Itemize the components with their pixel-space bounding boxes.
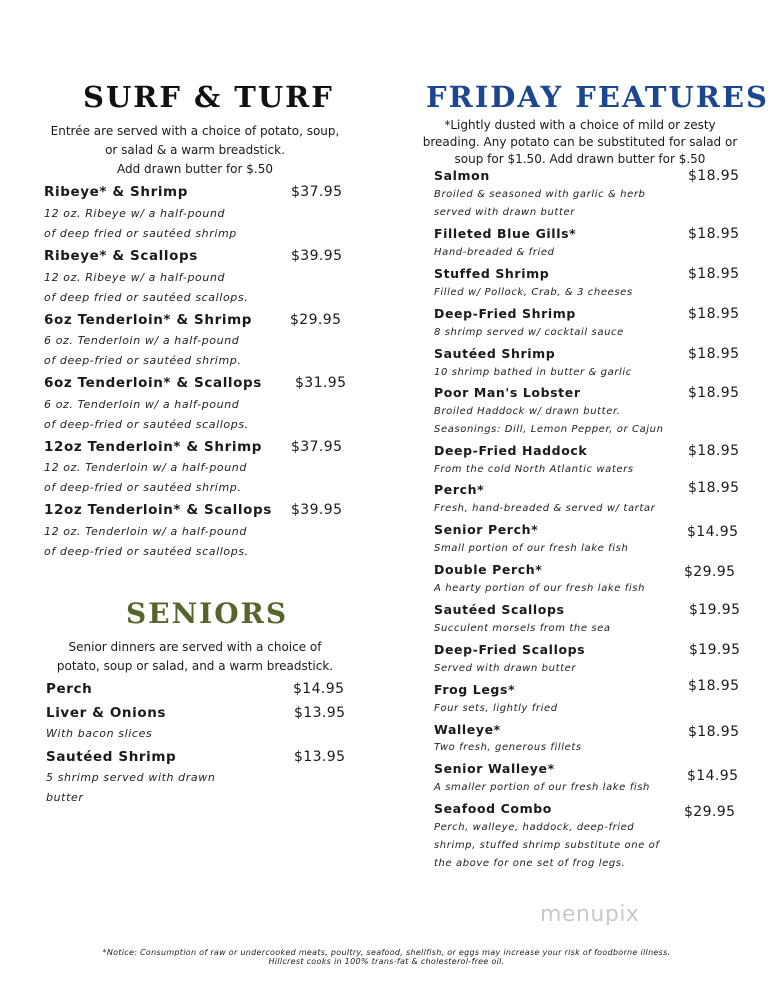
menu-item-price: $29.95 bbox=[684, 804, 736, 820]
notice-line: Hillcrest cooks in 100% trans-fat & cholesterol-free oil. bbox=[268, 957, 505, 966]
menu-item-desc: of deep-fried or sautéed shrimp. bbox=[44, 354, 242, 367]
footer-notice bbox=[0, 948, 773, 966]
menu-item-name: Sautéed Shrimp bbox=[46, 749, 177, 765]
surf-turf-title: SURF & TURF bbox=[83, 80, 334, 114]
menu-item-desc: of deep fried or sautéed shrimp bbox=[44, 227, 237, 240]
menu-item-desc: Four sets, lightly fried bbox=[434, 703, 558, 714]
menu-item-desc: the above for one set of frog legs. bbox=[434, 858, 626, 869]
menu-item-desc: Broiled Haddock w/ drawn butter. bbox=[434, 406, 621, 417]
surf-turf-intro bbox=[40, 122, 350, 179]
menu-item-desc: Two fresh, generous fillets bbox=[434, 742, 582, 753]
menu-item-desc: Broiled & seasoned with garlic & herb bbox=[434, 189, 646, 200]
menu-item-desc: 6 oz. Tenderloin w/ a half-pound bbox=[44, 334, 240, 347]
friday-intro-line: soup for $1.50. Add drawn butter for $.50 bbox=[454, 152, 706, 166]
menu-item-desc: 5 shrimp served with drawn bbox=[46, 771, 216, 784]
menu-item-desc: Succulent morsels from the sea bbox=[434, 623, 611, 634]
menu-item-desc: butter bbox=[46, 791, 84, 804]
menu-item-name: Double Perch* bbox=[434, 562, 543, 577]
menu-item-name: Ribeye* & Scallops bbox=[44, 248, 198, 264]
menu-item-desc: 12 oz. Tenderloin w/ a half-pound bbox=[44, 461, 247, 474]
notice-line: *Notice: Consumption of raw or undercooked meats, poultry, seafood, shellfish, or eggs may increase your risk of foodborne illness. bbox=[102, 948, 671, 957]
seniors-title: SENIORS bbox=[126, 597, 289, 630]
menu-item-desc: Fresh, hand-breaded & served w/ tartar bbox=[434, 503, 656, 514]
surf-turf-intro-line: or salad & a warm breadstick. bbox=[105, 143, 285, 157]
menu-item-name: Sautéed Shrimp bbox=[434, 346, 556, 361]
menu-item-name: Salmon bbox=[434, 168, 490, 183]
menu-item-price: $37.95 bbox=[291, 184, 343, 200]
menu-item-name: Liver & Onions bbox=[46, 705, 167, 721]
menu-item-price: $18.95 bbox=[688, 306, 740, 322]
menu-item-name: Senior Walleye* bbox=[434, 761, 555, 776]
menu-item-name: 12oz Tenderloin* & Shrimp bbox=[44, 439, 263, 455]
menu-item-name: Seafood Combo bbox=[434, 801, 552, 816]
menu-item-price: $18.95 bbox=[688, 266, 740, 282]
surf-turf-intro-line: Entrée are served with a choice of potato, soup, bbox=[50, 124, 340, 138]
menu-item-price: $13.95 bbox=[294, 749, 346, 765]
menu-item-price: $19.95 bbox=[689, 602, 741, 618]
menu-item-price: $18.95 bbox=[688, 385, 740, 401]
menu-item-name: Ribeye* & Shrimp bbox=[44, 184, 188, 200]
menu-item-desc: A hearty portion of our fresh lake fish bbox=[434, 583, 646, 594]
menu-item-name: Walleye* bbox=[434, 722, 501, 737]
menu-item-price: $14.95 bbox=[687, 768, 739, 784]
seniors-intro-line: Senior dinners are served with a choice of bbox=[68, 640, 322, 654]
menu-item-price: $13.95 bbox=[294, 705, 346, 721]
menu-item-price: $18.95 bbox=[688, 443, 740, 459]
menu-item-name: Deep-Fried Shrimp bbox=[434, 306, 576, 321]
menu-item-name: Senior Perch* bbox=[434, 522, 539, 537]
menu-item-desc: Small portion of our fresh lake fish bbox=[434, 543, 629, 554]
menu-item-price: $39.95 bbox=[291, 502, 343, 518]
menu-item-price: $18.95 bbox=[688, 168, 740, 184]
menu-item-price: $19.95 bbox=[689, 642, 741, 658]
menu-item-desc: A smaller portion of our fresh lake fish bbox=[434, 782, 650, 793]
menu-item-price: $31.95 bbox=[295, 375, 347, 391]
menu-item-price: $18.95 bbox=[688, 226, 740, 242]
menu-item-desc: From the cold North Atlantic waters bbox=[434, 464, 634, 475]
menu-item-price: $29.95 bbox=[684, 564, 736, 580]
menu-item-price: $18.95 bbox=[688, 724, 740, 740]
menu-item-desc: served with drawn butter bbox=[434, 207, 575, 218]
menu-item-price: $18.95 bbox=[688, 346, 740, 362]
menu-item-desc: of deep-fried or sautéed scallops. bbox=[44, 418, 249, 431]
menu-item-name: Sautéed Scallops bbox=[434, 602, 565, 617]
menu-item-desc: Perch, walleye, haddock, deep-fried bbox=[434, 822, 635, 833]
menu-item-name: Filleted Blue Gills* bbox=[434, 226, 577, 241]
menu-item-price: $18.95 bbox=[688, 480, 740, 496]
menu-item-name: Deep-Fried Haddock bbox=[434, 443, 588, 458]
menu-item-name: 6oz Tenderloin* & Shrimp bbox=[44, 312, 253, 328]
menu-item-name: Poor Man's Lobster bbox=[434, 385, 581, 400]
menu-item-desc: 12 oz. Ribeye w/ a half-pound bbox=[44, 207, 226, 220]
menu-item-desc: Hand-breaded & fried bbox=[434, 247, 555, 258]
menupix-watermark: menupix bbox=[540, 902, 640, 927]
menu-item-price: $29.95 bbox=[290, 312, 342, 328]
menu-item-desc: Seasonings: Dill, Lemon Pepper, or Cajun bbox=[434, 424, 664, 435]
seniors-intro bbox=[40, 638, 350, 676]
menu-item-price: $14.95 bbox=[687, 524, 739, 540]
menu-item-desc: of deep-fried or sautéed shrimp. bbox=[44, 481, 242, 494]
friday-intro-line: breading. Any potato can be substituted for salad or bbox=[422, 135, 738, 149]
menu-item-name: 6oz Tenderloin* & Scallops bbox=[44, 375, 262, 391]
menu-item-name: Stuffed Shrimp bbox=[434, 266, 550, 281]
menu-item-name: Perch* bbox=[434, 482, 485, 497]
menu-item-desc: With bacon slices bbox=[46, 727, 153, 740]
menu-item-price: $37.95 bbox=[291, 439, 343, 455]
menu-item-desc: 12 oz. Tenderloin w/ a half-pound bbox=[44, 525, 247, 538]
menu-item-price: $18.95 bbox=[688, 678, 740, 694]
friday-intro-line: *Lightly dusted with a choice of mild or zesty bbox=[444, 118, 716, 132]
menu-item-name: Frog Legs* bbox=[434, 682, 516, 697]
menu-item-desc: Filled w/ Pollock, Crab, & 3 cheeses bbox=[434, 287, 633, 298]
menu-item-desc: 12 oz. Ribeye w/ a half-pound bbox=[44, 271, 226, 284]
friday-intro bbox=[420, 117, 740, 168]
menu-item-desc: 8 shrimp served w/ cocktail sauce bbox=[434, 327, 624, 338]
menu-item-name: 12oz Tenderloin* & Scallops bbox=[44, 502, 272, 518]
menu-item-name: Deep-Fried Scallops bbox=[434, 642, 586, 657]
surf-turf-intro-line: Add drawn butter for $.50 bbox=[117, 162, 273, 176]
friday-features-title: FRIDAY FEATURES bbox=[426, 80, 769, 114]
menu-item-price: $14.95 bbox=[293, 681, 345, 697]
menu-item-desc: 10 shrimp bathed in butter & garlic bbox=[434, 367, 632, 378]
menu-item-desc: of deep-fried or sautéed scallops. bbox=[44, 545, 249, 558]
menu-item-name: Perch bbox=[46, 681, 93, 697]
seniors-intro-line: potato, soup or salad, and a warm breadstick. bbox=[56, 659, 334, 673]
menu-item-desc: Served with drawn butter bbox=[434, 663, 577, 674]
menu-item-price: $39.95 bbox=[291, 248, 343, 264]
menu-item-desc: shrimp, stuffed shrimp substitute one of bbox=[434, 840, 660, 851]
menu-item-desc: of deep fried or sautéed scallops. bbox=[44, 291, 249, 304]
menu-item-desc: 6 oz. Tenderloin w/ a half-pound bbox=[44, 398, 240, 411]
